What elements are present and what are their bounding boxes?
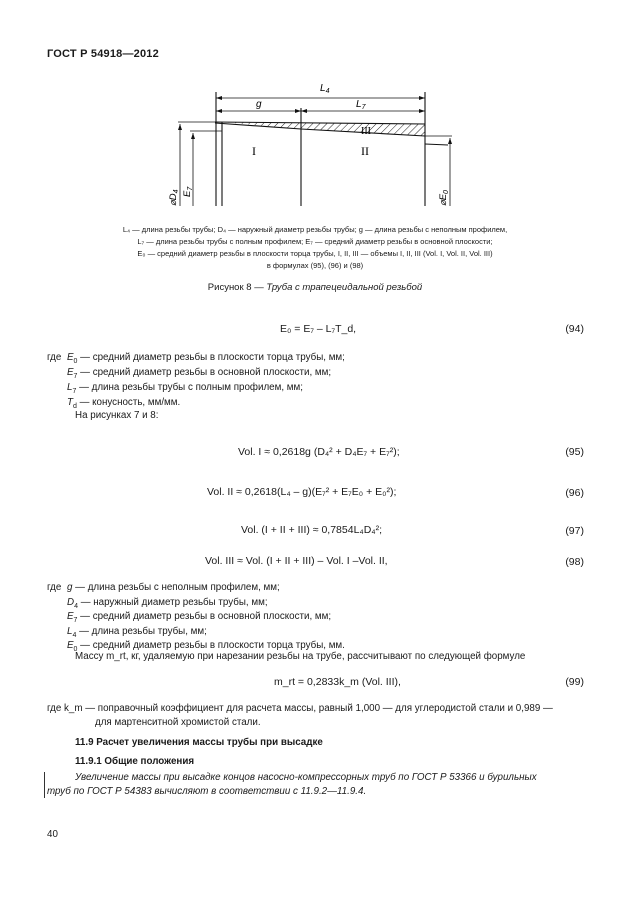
where-item: где g — длина резьбы с неполным профилем, мм; — [47, 582, 280, 593]
km-definition: где k_m — поправочный коэффициент для расчета массы, равный 1,000 — для углеродистой стали и 0,989 — — [47, 703, 553, 714]
label-g: g — [256, 99, 262, 110]
figure-title: Рисунок 8 — Труба с трапецеидальной резьбой — [207, 282, 423, 293]
equation-number-99: (99) — [565, 676, 584, 688]
label-region-iii: III — [361, 126, 371, 137]
equation-number-96: (96) — [565, 487, 584, 499]
change-bar — [44, 772, 45, 798]
equation-99: m_rt = 0,2833k_m (Vol. III), — [274, 676, 401, 688]
legend-line: L₄ — длина резьбы трубы; D₄ — наружный диаметр резьбы трубы; g — длина резьбы с неполным профилем, — [122, 225, 508, 234]
where-item: $E_7$ — средний диаметр резьбы в основной плоскости, мм; — [67, 367, 332, 380]
legend-line: E₀ — средний диаметр резьбы в плоскости торца трубы, I, II, III — объемы I, II, III (Vol. I, Vol. II, Vol. III) — [137, 249, 493, 258]
where-item: $E_0$ — средний диаметр резьбы в плоскости торца трубы, мм. — [67, 640, 345, 653]
where-item: $L_7$ — длина резьбы трубы с полным профилем, мм; — [67, 382, 304, 395]
label-region-i: I — [252, 144, 256, 158]
legend-line: L₇ — длина резьбы трубы с полным профилем; E₇ — средний диаметр резьбы в основной плоскости; — [137, 237, 493, 246]
label-l4: $L_4$ — [320, 83, 330, 95]
equation-98: Vol. III ≈ Vol. (I + II + III) – Vol. I –Vol. II, — [205, 555, 388, 567]
pipe-tail-line — [425, 144, 448, 145]
equation-95: Vol. I ≈ 0,2618g (D₄² + D₄E₇ + E₇²); — [238, 446, 400, 458]
where-list-1 — [47, 352, 345, 412]
where-item: $D_4$ — наружный диаметр резьбы трубы, мм; — [67, 596, 268, 610]
where-item: $T_d$ — конусность, мм/мм. — [67, 397, 181, 410]
where-item: где $E_0$ — средний диаметр резьбы в плоскости торца трубы, мм; — [47, 352, 345, 365]
paragraph-line: Увеличение массы при высадке концов насосно-компрессорных труб по ГОСТ Р 53366 и бурильных — [75, 772, 537, 783]
label-l7: $L_7$ — [356, 99, 366, 111]
where-list-2 — [47, 582, 345, 655]
equation-number-98: (98) — [565, 556, 584, 568]
section-heading-11-9-1: 11.9.1 Общие положения — [75, 756, 195, 767]
label-e0: $⌀E_0$ — [438, 190, 450, 206]
legend-line: в формулах (95), (96) и (98) — [266, 261, 364, 270]
where-item: $L_4$ — длина резьбы трубы, мм; — [67, 625, 207, 639]
label-d4: $⌀D_4$ — [168, 189, 180, 206]
section-heading-11-9: 11.9 Расчет увеличения массы трубы при высадке — [75, 737, 323, 748]
equation-number-97: (97) — [565, 525, 584, 537]
equation-number-94: (94) — [565, 323, 584, 335]
equation-94: E₀ = E₇ – L₇T_d, — [280, 323, 357, 335]
figure-8-drawing — [160, 78, 470, 214]
where-item: $E_7$ — средний диаметр резьбы в основной плоскости, мм; — [67, 611, 332, 624]
mass-note: Массу m_rt, кг, удаляемую при нарезании резьбы на трубе, рассчитывают по следующей формуле — [75, 651, 526, 662]
label-e7: $E_7$ — [182, 186, 194, 197]
label-region-ii: II — [361, 144, 369, 158]
km-definition-cont: для мартенситной хромистой стали. — [95, 717, 261, 728]
page-number: 40 — [47, 829, 58, 840]
equation-97: Vol. (I + II + III) ≈ 0,7854L₄D₄²; — [241, 524, 382, 536]
equation-number-95: (95) — [565, 446, 584, 458]
figure-legend — [60, 224, 570, 272]
paragraph-line: труб по ГОСТ Р 54383 вычисляют в соответствии с 11.9.2—11.9.4. — [47, 786, 367, 797]
figures-note: На рисунках 7 и 8: — [75, 410, 159, 421]
document-header: ГОСТ Р 54918—2012 — [47, 48, 159, 60]
equation-96: Vol. II ≈ 0,2618(L₄ – g)(E₇² + E₇E₀ + E₀²); — [207, 486, 397, 498]
